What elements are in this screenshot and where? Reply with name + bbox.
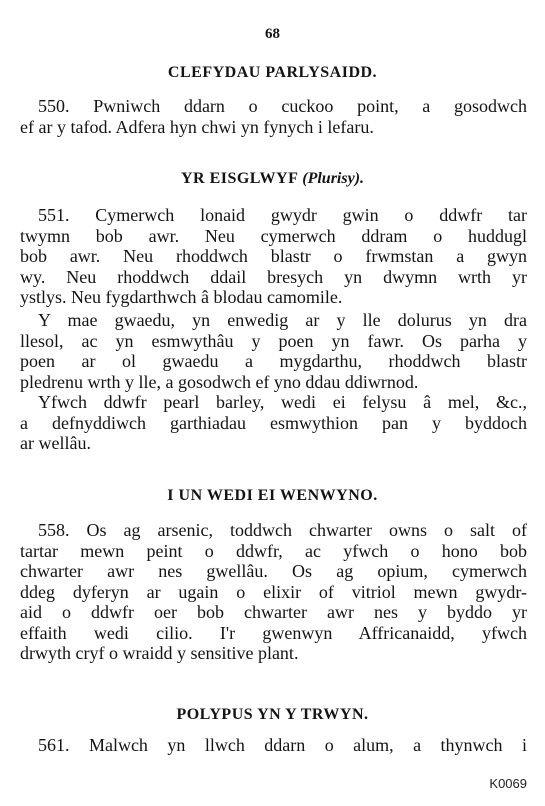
text-line: a defnyddiwch garthiadau esmwythion pan y byddoch [20, 412, 527, 433]
text-line: tartar mewn peint o ddwfr, ac yfwch o hono bob [20, 540, 527, 561]
text-line: ef ar y tafod. Adfera hyn chwi yn fynych i lefaru. [20, 116, 374, 137]
text-line: 550. Pwniwch ddarn o cuckoo point, a gosodwch [38, 96, 527, 116]
paragraph-550 [20, 96, 527, 137]
paragraph-561 [20, 735, 527, 756]
text-line: ystlys. Neu fygdarthwch â blodau camomile. [20, 287, 343, 307]
text-line: ar wellâu. [20, 433, 91, 453]
text-line: poen ar ol gwaedu a mygdarthu, rhoddwch blastr [20, 351, 527, 371]
text-line: bob awr. Neu rhoddwch blastr o frwmstan a gwyn [20, 246, 527, 266]
section-heading-pleurisy [0, 170, 545, 188]
section-heading-poisoned: I UN WEDI EI WENWYNO. [167, 487, 378, 504]
text-line: 561. Malwch yn llwch ddarn o alum, a thynwch i [38, 735, 527, 755]
paragraph-barley-water [20, 392, 527, 454]
text-line: ddeg dyferyn ar ugain o elixir of vitriol mewn gwydr- [20, 581, 527, 602]
text-line: wy. Neu rhoddwch ddail bresych yn dwymn wrth yr [20, 266, 527, 287]
text-line: chwarter awr nes gwellâu. Os ag opium, cymerwch [20, 561, 527, 581]
text-line: effaith wedi cilio. I'r gwenwyn Affricanaidd, yfwch [20, 622, 527, 643]
paragraph-558 [20, 520, 527, 664]
section-heading-paralysis: CLEFYDAU PARLYSAIDD. [167, 64, 378, 81]
text-line: pledrenu wrth y lle, a gosodwch ef yno ddau ddiwrnod. [20, 371, 419, 392]
text-line: 558. Os ag arsenic, toddwch chwarter owns o salt of [38, 520, 527, 540]
text-line: twymn bob awr. Neu cymerwch ddram o huddugl [20, 225, 527, 246]
text-line: aid o ddwfr oer bob chwarter awr nes y byddo yr [20, 602, 527, 622]
text-line: llesol, ac yn esmwythâu y poen yn fawr. Os parha y [20, 330, 527, 351]
text-line: Y mae gwaedu, yn enwedig ar y lle dolurus yn dra [38, 310, 527, 330]
heading-latin: (Plurisy). [302, 170, 365, 187]
text-line: drwyth cryf o wraidd y sensitive plant. [20, 643, 299, 663]
document-code: K0069 [489, 776, 527, 791]
text-line: Yfwch ddwfr pearl barley, wedi ei felysu â mel, &c., [38, 392, 527, 412]
paragraph-551 [20, 205, 527, 308]
heading-text: YR EISGLWYF [180, 170, 298, 187]
text-line: 551. Cymerwch lonaid gwydr gwin o ddwfr tar [38, 205, 527, 225]
paragraph-bleeding [20, 310, 527, 392]
page-number: 68 [265, 26, 280, 42]
section-heading-polypus: POLYPUS YN Y TRWYN. [176, 706, 369, 723]
